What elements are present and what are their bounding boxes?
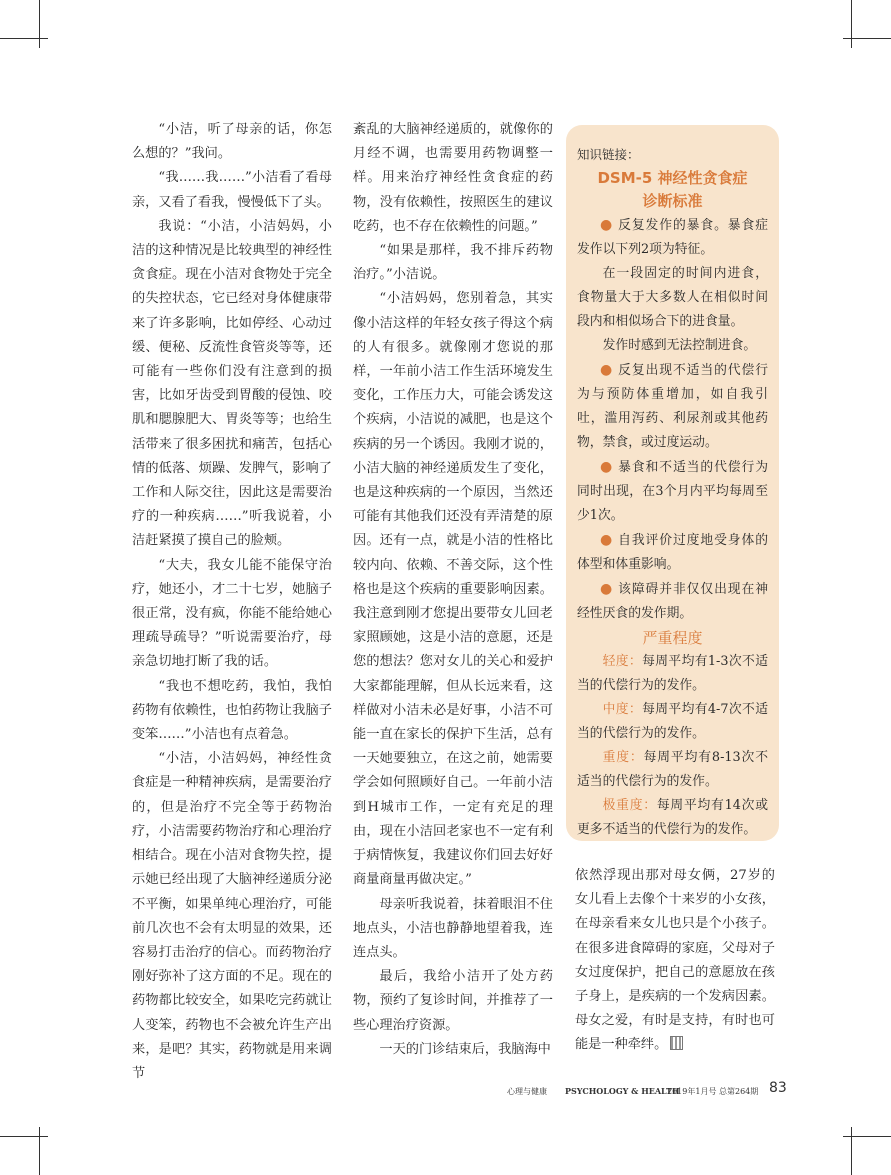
crop-mark xyxy=(843,1136,891,1137)
paragraph: “小洁妈妈，您别着急，其实像小洁这样的年轻女孩子得这个病的人有很多。就像刚才您说的那样，一年前小洁工作生活环境发生变化，工作压力大，可能会诱发这个疾病，小洁说的减肥，也是这个疾病的另一个诱因。我刚才说的，小洁大脑的神经递质发生了变化，也是这种疾病的一个原因，当然还可能有其他我们还没有弄清楚的原因。还有一点，就是小洁的性格比较内向、依赖、不善交际，这个性格也是这个疾病的重要影响因素。我注意到刚才您提出要带女儿回老家照顾她，这是小洁的意愿，还是您的想法？您对女儿的关心和爱护大家都能理解，但从长远来看，这样做对小洁未必是好事，小洁不可能一直在家长的保护下生活，总有一天她要独立，在这之前，她需要学会如何照顾好自己。一年前小洁到H城市工作，一定有充足的理由，现在小洁回老家也不一定有利于病情恢复，我建议你们回去好好商量商量再做决定。” xyxy=(353,291,553,888)
severity-label: 轻度： xyxy=(602,654,643,669)
criterion-text: 该障碍并非仅仅出现在神经性厌食的发作期。 xyxy=(577,582,768,621)
criterion-sub-item: 在一段固定的时间内进食，食物量大于大多数人在相似时间段内和相似场合下的进食量。 xyxy=(577,266,768,329)
magazine-name-en: PSYCHOLOGY & HEALTH xyxy=(565,1086,680,1096)
bullet-icon: ● xyxy=(600,581,614,597)
bullet-icon: ● xyxy=(600,532,614,548)
severity-label: 极重度： xyxy=(602,798,657,813)
criterion-text: 反复出现不适当的代偿行为与预防体重增加，如自我引吐，滥用泻药、利尿剂或其他药物，禁食，或过度运动。 xyxy=(577,363,768,450)
page-footer xyxy=(507,1080,792,1102)
crop-mark xyxy=(851,0,852,48)
paragraph: 我说：“小洁，小洁妈妈，小洁的这种情况是比较典型的神经性贪食症。现在小洁对食物处于完全的失控状态，它已经对身体健康带来了许多影响，比如停经、心动过缓、便秘、反流性食管炎等等，还可能有一些你们没有注意到的损害，比如牙齿受到胃酸的侵蚀、咬肌和腮腺肥大、胃炎等等；也给生活带来了很多困扰和痛苦，包括心情的低落、烦躁、发脾气，影响了工作和人际交往，因此这是需要治疗的一种疾病……”听我说着，小洁赶紧摸了摸自己的脸颊。 xyxy=(132,218,332,549)
severity-text: 每周平均有4-7次不适当的代偿行为的发作。 xyxy=(577,702,769,741)
severity-text: 每周平均有14次或更多不适当的代偿行为的发作。 xyxy=(577,798,768,837)
paragraph-continuation xyxy=(575,864,775,1058)
paragraph: “小洁，小洁妈妈，神经性贪食症是一种精神疾病，是需要治疗的，但是治疗不完全等于药物治疗，小洁需要药物治疗和心理治疗相结合。现在小洁对食物失控，提示她已经出现了大脑神经递质分泌不平衡，如果单纯心理治疗，可能前几次也不会有太明显的效果，还容易打击治疗的信心。而药物治疗刚好弥补了这方面的不足。现在的药物都比较安全，如果吃完药就让人变笨，药物也不会被允许生产出来，是吧？其实，药物就是用来调节 xyxy=(132,751,332,1081)
paragraph: 母亲听我说着，抹着眼泪不住地点头，小洁也静静地望着我，连连点头。 xyxy=(353,896,553,960)
paragraph: 一天的门诊结束后，我脑海中 xyxy=(379,1041,551,1057)
paragraph-text: 依然浮现出那对母女俩，27岁的女儿看上去像个十来岁的小女孩，在母亲看来女儿也只是个小孩子。在很多进食障碍的家庭，父母对子女过度保护，把自己的意愿放在孩子身上，是疾病的一个发病因素。母女之爱，有时是支持，有时也可能是一种牵绊。 xyxy=(575,868,775,1053)
severity-title: 严重程度 xyxy=(642,629,703,647)
bullet-icon: ● xyxy=(600,362,614,378)
severity-item xyxy=(577,794,768,842)
crop-mark xyxy=(0,1136,48,1137)
criterion-item xyxy=(577,528,768,577)
crop-mark xyxy=(39,0,40,48)
text-column-3 xyxy=(575,864,775,1058)
criterion-item xyxy=(577,358,768,455)
severity-item xyxy=(577,746,768,794)
sidebar-title-line2: 诊断标准 xyxy=(642,192,703,210)
criterion-text: 暴食和不适当的代偿行为同时出现，在3个月内平均每周至少1次。 xyxy=(577,460,768,523)
criterion-text: 反复发作的暴食。暴食症发作以下列2项为特征。 xyxy=(577,218,768,257)
knowledge-link-box xyxy=(566,125,779,841)
text-column-1 xyxy=(132,118,332,1086)
paragraph: “我……我……”小洁看了看母亲，又看了看我，慢慢低下了头。 xyxy=(132,170,332,210)
magazine-name-cn: 心理与健康 xyxy=(507,1087,547,1096)
paragraph: “如果是那样，我不排斥药物治疗。”小洁说。 xyxy=(353,243,553,283)
criterion-item xyxy=(577,213,768,262)
severity-label: 重度： xyxy=(602,750,644,765)
severity-label: 中度： xyxy=(602,702,643,717)
paragraph: “小洁，听了母亲的话，你怎么想的？”我问。 xyxy=(132,122,332,162)
criterion-item xyxy=(577,455,768,528)
bullet-icon: ● xyxy=(600,217,614,233)
crop-mark xyxy=(39,1127,40,1175)
crop-mark xyxy=(851,1127,852,1175)
paragraph: “大夫，我女儿能不能保守治疗，她还小，才二十七岁，她脑子很正常，没有疯，你能不能给她心理疏导疏导？”听说需要治疗，母亲急切地打断了我的话。 xyxy=(132,557,332,670)
severity-text: 每周平均有8-13次不适当的代偿行为的发作。 xyxy=(577,750,769,789)
severity-item xyxy=(577,698,768,746)
article-end-icon xyxy=(670,1036,683,1050)
criterion-item xyxy=(577,577,768,626)
text-column-2 xyxy=(353,118,553,1062)
page-number: 83 xyxy=(769,1080,787,1096)
sidebar-title: DSM-5 神经性贪食症 xyxy=(597,169,748,187)
crop-mark xyxy=(0,38,48,39)
bullet-icon: ● xyxy=(600,459,614,475)
criterion-text: 自我评价过度地受身体的体型和体重影响。 xyxy=(577,533,768,572)
crop-mark xyxy=(843,38,891,39)
issue-date: 2019年1月号 xyxy=(667,1087,717,1096)
severity-text: 每周平均有1-3次不适当的代偿行为的发作。 xyxy=(577,654,769,693)
severity-item xyxy=(577,650,768,698)
paragraph-continuation: 紊乱的大脑神经递质的，就像你的月经不调，也需要用药物调整一样。用来治疗神经性贪食症的药物，没有依赖性，按照医生的建议吃药，也不存在依赖性的问题。” xyxy=(353,122,553,234)
paragraph: “我也不想吃药，我怕，我怕药物有依赖性，也怕药物让我脑子变笨……”小洁也有点着急。 xyxy=(132,678,332,743)
criterion-sub-item: 发作时感到无法控制进食。 xyxy=(602,338,757,353)
paragraph: 最后，我给小洁开了处方药物，预约了复诊时间，并推荐了一些心理治疗资源。 xyxy=(353,969,553,1033)
sidebar-label: 知识链接： xyxy=(577,147,640,162)
total-issue: 总第264期 xyxy=(719,1087,759,1096)
